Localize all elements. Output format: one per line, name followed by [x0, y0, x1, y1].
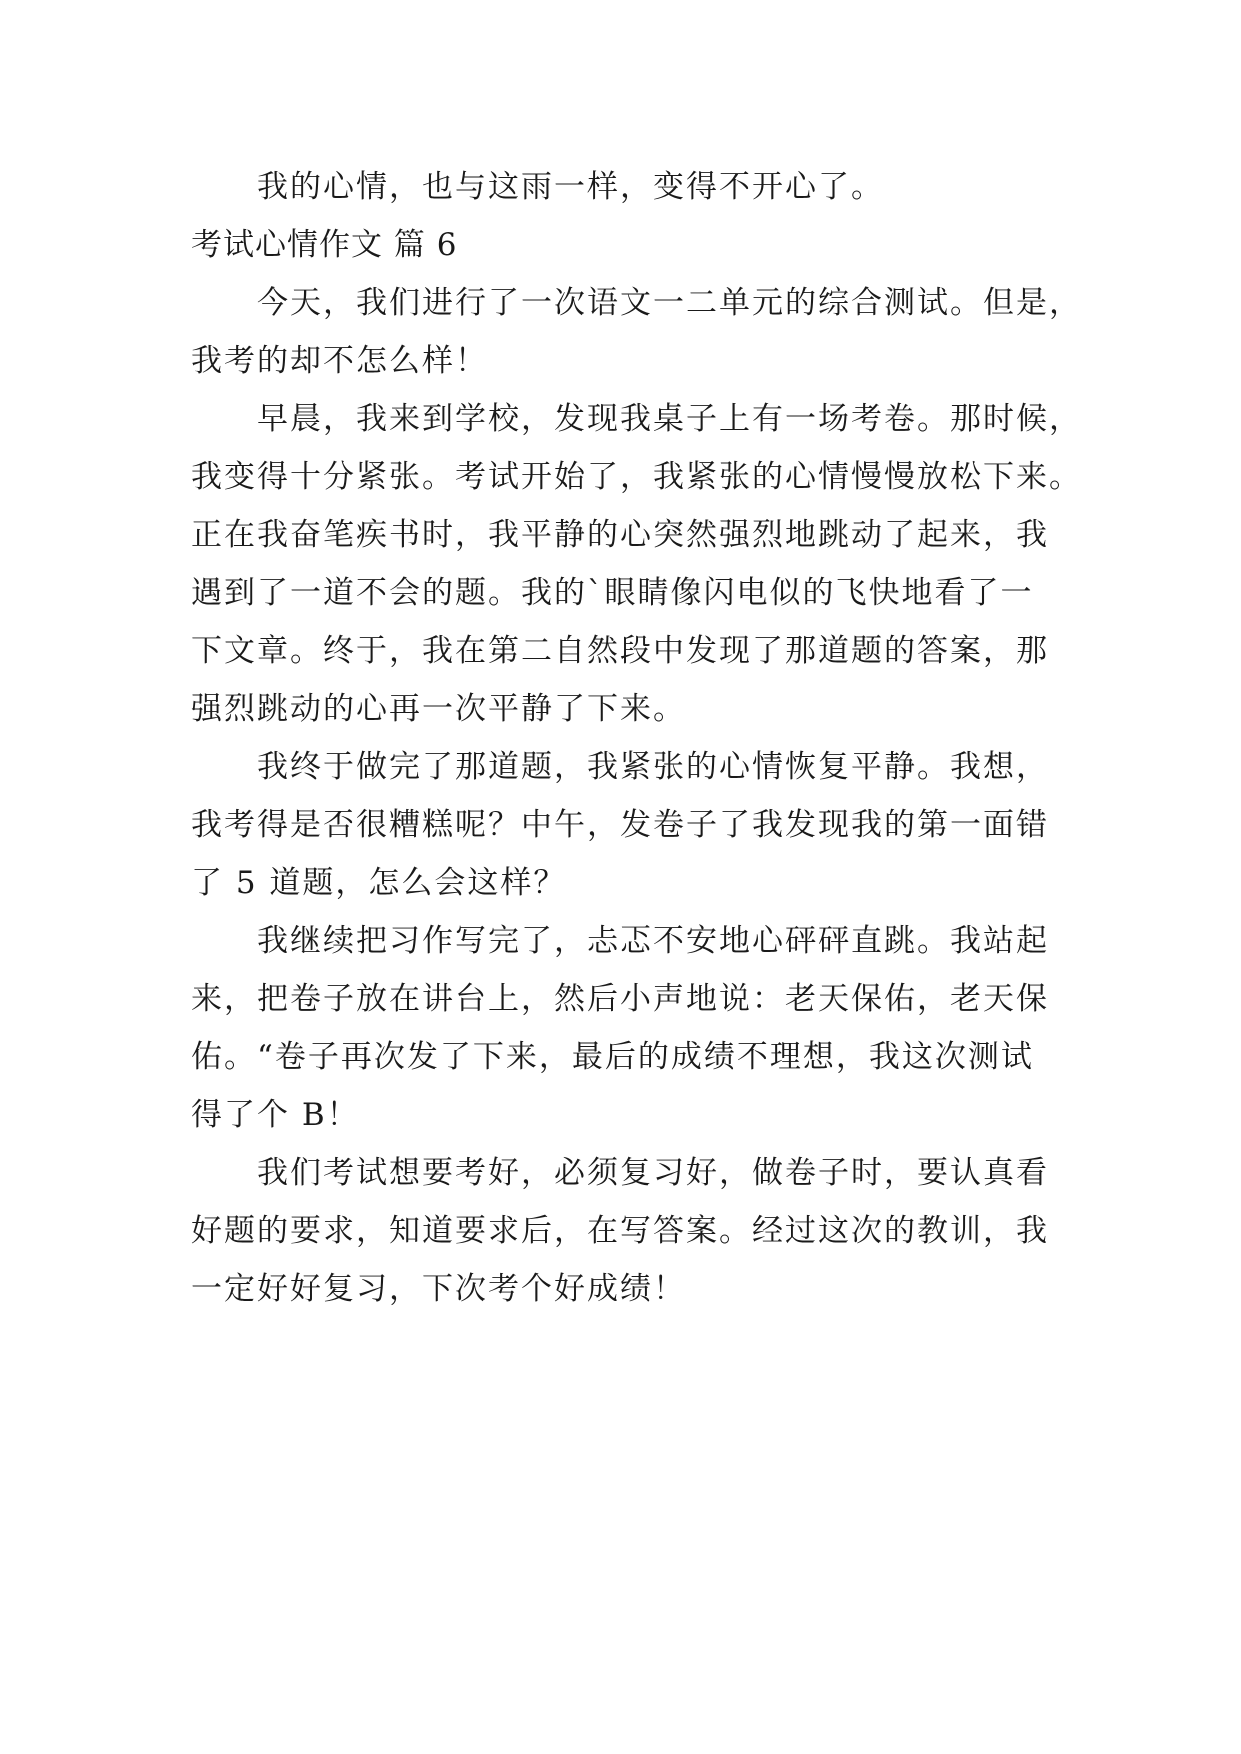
- paragraph-line: 我继续把习作写完了，忐忑不安地心砰砰直跳。我站起: [257, 923, 1049, 959]
- paragraph-line: 我变得十分紧张。考试开始了，我紧张的心情慢慢放松下来。: [191, 459, 1082, 495]
- document-body: [191, 158, 1082, 1318]
- paragraph-line: 了 5 道题，怎么会这样？: [191, 865, 567, 901]
- paragraph-line: 一定好好复习，下次考个好成绩！: [191, 1271, 686, 1307]
- paragraph-line: 我们考试想要考好，必须复习好，做卷子时，要认真看: [257, 1155, 1049, 1191]
- paragraph-line: 早晨，我来到学校，发现我桌子上有一场考卷。那时候，: [257, 401, 1082, 437]
- paragraph-line: 来，把卷子放在讲台上，然后小声地说：老天保佑，老天保: [191, 981, 1049, 1017]
- paragraph-line: 得了个 B！: [191, 1097, 360, 1133]
- paragraph-line: 强烈跳动的心再一次平静了下来。: [191, 691, 686, 727]
- paragraph-line: 遇到了一道不会的题。我的`眼睛像闪电似的飞快地看了一: [191, 575, 1034, 611]
- paragraph-line: 我的心情，也与这雨一样，变得不开心了。: [257, 169, 884, 205]
- paragraph-line: 我考的却不怎么样！: [191, 343, 488, 379]
- paragraph-line: 我终于做完了那道题，我紧张的心情恢复平静。我想，: [257, 749, 1049, 785]
- section-heading: 考试心情作文 篇 6: [191, 227, 458, 263]
- paragraph-line: 今天，我们进行了一次语文一二单元的综合测试。但是，: [257, 285, 1082, 321]
- paragraph-line: 我考得是否很糟糕呢？中午，发卷子了我发现我的第一面错: [191, 807, 1049, 843]
- paragraph-line: 佑。“卷子再次发了下来，最后的成绩不理想，我这次测试: [191, 1039, 1034, 1075]
- paragraph-line: 好题的要求，知道要求后，在写答案。经过这次的教训，我: [191, 1213, 1049, 1249]
- paragraph-line: 正在我奋笔疾书时，我平静的心突然强烈地跳动了起来，我: [191, 517, 1049, 553]
- paragraph-line: 下文章。终于，我在第二自然段中发现了那道题的答案，那: [191, 633, 1049, 669]
